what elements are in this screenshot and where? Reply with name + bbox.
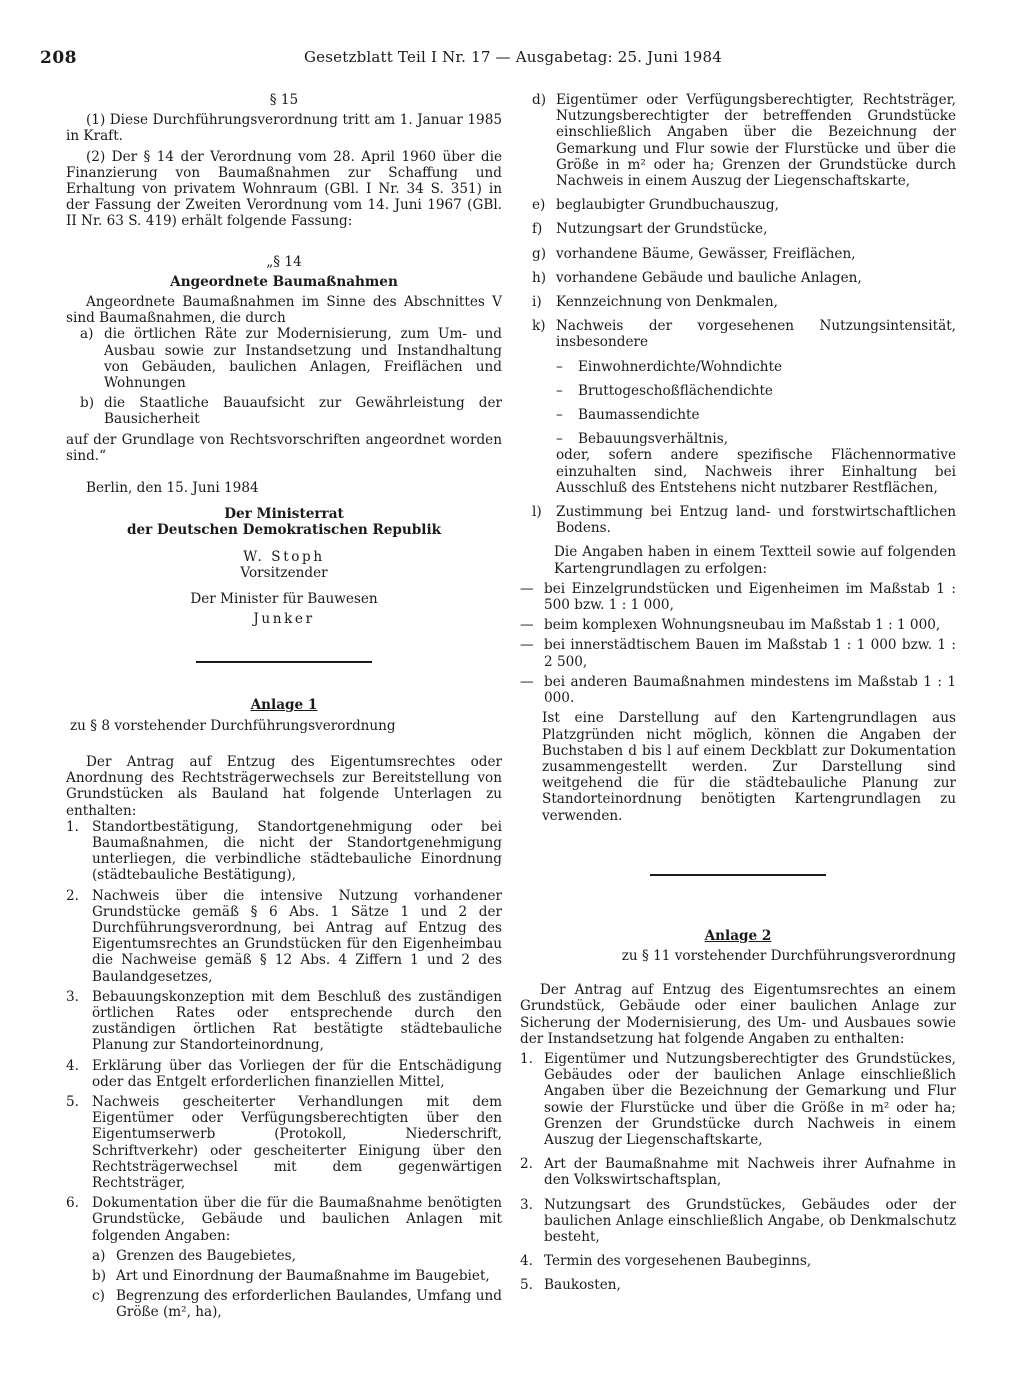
section-divider (196, 661, 372, 663)
list-text: vorhandene Bäume, Gewässer, Freiflächen, (556, 245, 856, 262)
section-14-closing: auf der Grundlage von Rechtsvorschriften angeordnet worden sind.“ (66, 431, 502, 464)
dash-text: Baumassendichte (578, 407, 700, 424)
list-text: Zustimmung bei Entzug land- und forstwirtschaftlichen Bodens. (556, 504, 956, 537)
signer-body-line-2: der Deutschen Demokratischen Republik (126, 522, 442, 539)
list-text: Erklärung über das Vorliegen der für die Entschädigung oder das Entgelt erforderlichen finanziellen Mittel, (92, 1057, 502, 1090)
list-item (520, 1156, 956, 1188)
list-text: Baukosten, (544, 1277, 621, 1294)
list-marker: k) (532, 318, 546, 335)
list-item (520, 637, 956, 669)
list-marker: i) (532, 294, 542, 311)
list-marker: g) (532, 245, 547, 262)
dash-marker: – (556, 358, 563, 375)
list-marker: 4. (520, 1253, 533, 1270)
list-marker: d) (532, 92, 547, 108)
list-item (532, 246, 956, 262)
list-text: beglaubigter Grundbuchauszug, (556, 197, 779, 214)
page-header (40, 48, 990, 74)
annex-1-reference: zu § 8 vorstehender Durchführungsverordnung (70, 717, 396, 734)
signer-body-line-1: Der Ministerrat (224, 506, 344, 523)
list-item (66, 1195, 502, 1244)
list-item (532, 294, 956, 310)
dash-item (532, 383, 956, 399)
section-14-list (66, 326, 502, 427)
list-marker: l) (532, 504, 542, 521)
list-marker: e) (532, 197, 546, 214)
list-text: bei Einzelgrundstücken und Eigenheimen im Maßstab 1 : 500 bzw. 1 : 1 000, (544, 580, 956, 614)
dash-marker: – (556, 382, 563, 399)
list-item (520, 1277, 956, 1293)
list-item (520, 1051, 956, 1148)
list-marker: 2. (520, 1156, 533, 1173)
list-marker: c) (92, 1288, 105, 1305)
list-item (520, 1253, 956, 1269)
list-item (66, 989, 502, 1054)
list-text: Nutzungsart der Grundstücke, (556, 221, 768, 238)
list-item (80, 395, 502, 427)
list-text: Nachweis über die intensive Nutzung vorhandener Grundstücke gemäß § 6 Abs. 1 Sätze 1 und 2 der Durchführungsverordnung, bei Antrag auf Entzug des Eigentumsrechtes an Grundstücken für den Eigenheimbau die Nachweise gemäß § 12 Abs. 4 Ziffern 1 und 2 des Baulandgesetzes, (92, 887, 502, 985)
annex-1-intro: Der Antrag auf Entzug des Eigentumsrechtes oder Anordnung des Rechtsträgerwechsels zur Bereitstellung von Grundstücken als Bauland hat folgende Unterlagen zu enthalten: (66, 753, 502, 819)
list-text: Nutzungsart des Grundstückes, Gebäudes oder der baulichen Anlage einschließlich Angabe, ob Denkmalschutz besteht, (544, 1196, 956, 1245)
list-item (532, 318, 956, 350)
dash-item (532, 431, 956, 447)
list-marker: a) (92, 1247, 106, 1264)
item-6-sublist (66, 1248, 502, 1321)
dash-item (532, 359, 956, 375)
list-marker: 6. (66, 1195, 79, 1212)
list-item (532, 270, 956, 286)
list-text: bei innerstädtischem Bauen im Maßstab 1 : 1 000 bzw. 1 : 2 500, (544, 637, 956, 670)
section-15-paragraph-2: (2) Der § 14 der Verordnung vom 28. April 1960 über die Finanzierung von Baumaßnahmen zur Schaffung und Erhaltung von privatem Wohnraum (GBl. I Nr. 34 S. 351) in der Fassung der Zweiten Verordnung vom 14. Juni 1967 (GBl. II Nr. 63 S. 419) erhält folgende Fassung: (66, 148, 502, 230)
page-number: 208 (40, 48, 77, 68)
list-text: Art der Baumaßnahme mit Nachweis ihrer Aufnahme in den Volkswirtschaftsplan, (544, 1156, 956, 1189)
list-marker: — (520, 617, 534, 634)
list-marker: — (520, 637, 534, 654)
list-text: vorhandene Gebäude und bauliche Anlagen, (556, 269, 862, 286)
list-item (80, 326, 502, 391)
list-text: Bebauungskonzeption mit dem Beschluß des zuständigen örtlichen Rates oder entsprechende durch den zuständigen örtlichen Rat bestätigte städtebauliche Planung zur Standorteinordnung, (92, 988, 502, 1054)
annex-2-reference: zu § 11 vorstehender Durchführungsverordnung (621, 947, 956, 964)
list-text: Nachweis der vorgesehenen Nutzungsintensität, insbesondere (556, 318, 956, 351)
list-marker: 3. (66, 988, 79, 1005)
list-marker: f) (532, 221, 543, 238)
annex-2-intro: Der Antrag auf Entzug des Eigentumsrechtes an einem Grundstück, Gebäude oder einer baulichen Anlage zur Sicherung der Modernisierung, des Um- und Ausbaues sowie der Instandsetzung hat folgende Angaben zu enthalten: (520, 982, 956, 1047)
item-6-sublist-continued (520, 92, 956, 577)
list-text: Art und Einordnung der Baumaßnahme im Baugebiet, (116, 1267, 490, 1284)
left-column (66, 92, 502, 1321)
list-marker: 1. (520, 1050, 533, 1067)
list-text: Dokumentation über die für die Baumaßnahme benötigten Grundstücke, Gebäude und baulichen Anlagen mit folgenden Angaben: (92, 1195, 502, 1244)
list-text: Nachweis gescheiterter Verhandlungen mit dem Eigentümer oder Verfügungsberechtigten über den Eigentumserwerb (Protokoll, Niederschrift, Schriftverkehr) oder gescheiterter Einigung über den Rechtsträgerwechsel mit dem gegenwärtigen Rechtsträger, (92, 1093, 502, 1191)
item-k-note: oder, sofern andere spezifische Flächennormative einzuhalten sind, Nachweis ihrer Einhaltung bei Ausschluß des Entstehens nicht nutzbarer Restflächen, (556, 447, 956, 496)
gazette-title: Gesetzblatt Teil I Nr. 17 — Ausgabetag: 25. Juni 1984 (304, 48, 723, 66)
list-item (66, 819, 502, 884)
list-text: Kennzeichnung von Denkmalen, (556, 294, 778, 311)
list-marker: a) (80, 326, 94, 343)
list-text: Begrenzung des erforderlichen Baulandes, Umfang und Größe (m², ha), (116, 1288, 502, 1321)
list-marker: h) (532, 269, 547, 286)
section-divider (650, 874, 826, 876)
signer-name-2: Junker (253, 611, 315, 628)
list-marker: 5. (520, 1277, 533, 1294)
list-marker: 3. (520, 1196, 533, 1213)
list-text: Termin des vorgesehenen Baubeginns, (544, 1253, 812, 1270)
list-item (92, 1288, 502, 1320)
section-15-heading: § 15 (269, 92, 299, 108)
annex-2-title: Anlage 2 (704, 927, 772, 944)
section-14-title: Angeordnete Baumaßnahmen (170, 273, 398, 290)
list-marker: 1. (66, 818, 79, 835)
list-text: bei anderen Baumaßnahmen mindestens im Maßstab 1 : 1 000. (544, 673, 956, 707)
list-item (66, 1058, 502, 1090)
right-column (520, 92, 956, 1294)
list-text: Standortbestätigung, Standortgenehmigung oder bei Baumaßnahmen, die nicht der Standortgenehmigung unterliegen, die verbindliche städtebauliche Einordnung (städtebauliche Bestätigung), (92, 818, 502, 884)
dash-text: Einwohnerdichte/Wohndichte (578, 358, 783, 375)
signer-role-1: Vorsitzender (240, 564, 328, 581)
list-item (520, 581, 956, 613)
annex-2-list (520, 1051, 956, 1294)
list-marker: b) (92, 1267, 107, 1284)
list-marker: — (520, 580, 534, 597)
list-text: beim komplexen Wohnungsneubau im Maßstab 1 : 1 000, (544, 617, 941, 634)
list-item (520, 617, 956, 633)
list-marker: b) (80, 395, 95, 412)
list-text: Eigentümer und Nutzungsberechtigter des Grundstückes, Gebäudes oder der baulichen Anlage einschließlich Angaben über die Bezeichnung der Gemarkung und Flur sowie der Flurstücke und über die Größe in m² oder ha; Grenzen der Grundstücke durch Nachweis in einem Auszug der Liegenschaftskarte, (544, 1050, 956, 1148)
list-item (532, 221, 956, 237)
section-15-paragraph-1: (1) Diese Durchführungsverordnung tritt am 1. Januar 1985 in Kraft. (66, 112, 502, 145)
dash-item (532, 407, 956, 423)
section-14-intro: Angeordnete Baumaßnahmen im Sinne des Abschnittes V sind Baumaßnahmen, die durch (66, 294, 502, 327)
list-text: Eigentümer oder Verfügungsberechtigter, Rechtsträger, Nutzungsberechtigter der betreffenden Grundstücke einschließlich Angaben über die Bezeichnung der Gemarkung und Flur sowie der Flurstücke und über die Größe in m² oder ha; Grenzen der Grundstücke durch Nachweis in einem Auszug der Liegenschaftskarte, (556, 92, 956, 190)
dash-marker: – (556, 431, 563, 448)
list-item (520, 1197, 956, 1246)
list-item (92, 1268, 502, 1284)
maps-intro: Die Angaben haben in einem Textteil sowie auf folgenden Kartengrundlagen zu erfolgen: (554, 544, 956, 577)
scale-list (520, 581, 956, 706)
annex-1-title: Anlage 1 (250, 697, 318, 714)
list-marker: 2. (66, 887, 79, 904)
dash-marker: – (556, 407, 563, 424)
section-14-heading: „§ 14 (266, 253, 302, 270)
list-text: die örtlichen Räte zur Modernisierung, zum Um- und Ausbau sowie zur Instandsetzung und Instandhaltung von Gebäuden, baulichen Anlagen, Freiflächen und Wohnungen (104, 326, 502, 392)
signer-role-2: Der Minister für Bauwesen (190, 591, 378, 608)
list-marker: — (520, 673, 534, 690)
annex-1-list (66, 819, 502, 1321)
list-marker: 4. (66, 1057, 79, 1074)
list-item (532, 92, 956, 189)
signer-name-1: W. Stoph (243, 548, 325, 565)
list-item (532, 197, 956, 213)
list-text: die Staatliche Bauaufsicht zur Gewährleistung der Bausicherheit (104, 395, 502, 428)
dash-text: Bruttogeschoßflächendichte (578, 382, 773, 399)
list-item (520, 674, 956, 706)
list-marker: 5. (66, 1093, 79, 1110)
place-date: Berlin, den 15. Juni 1984 (86, 480, 259, 497)
list-text: Grenzen des Baugebietes, (116, 1247, 296, 1264)
list-item (66, 1094, 502, 1191)
list-item (532, 504, 956, 536)
dash-text: Bebauungsverhältnis, (578, 431, 729, 448)
list-item (66, 888, 502, 985)
list-item (92, 1248, 502, 1264)
maps-note: Ist eine Darstellung auf den Kartengrundlagen aus Platzgründen nicht möglich, können die Angaben der Buchstaben d bis l auf einem Deckblatt zur Dokumentation zusammengestellt werden. Zur Darstellung sind weitgehend die für die städtebauliche Planung zur Standorteinordnung benötigten Kartengrundlagen zu verwenden. (542, 710, 956, 824)
